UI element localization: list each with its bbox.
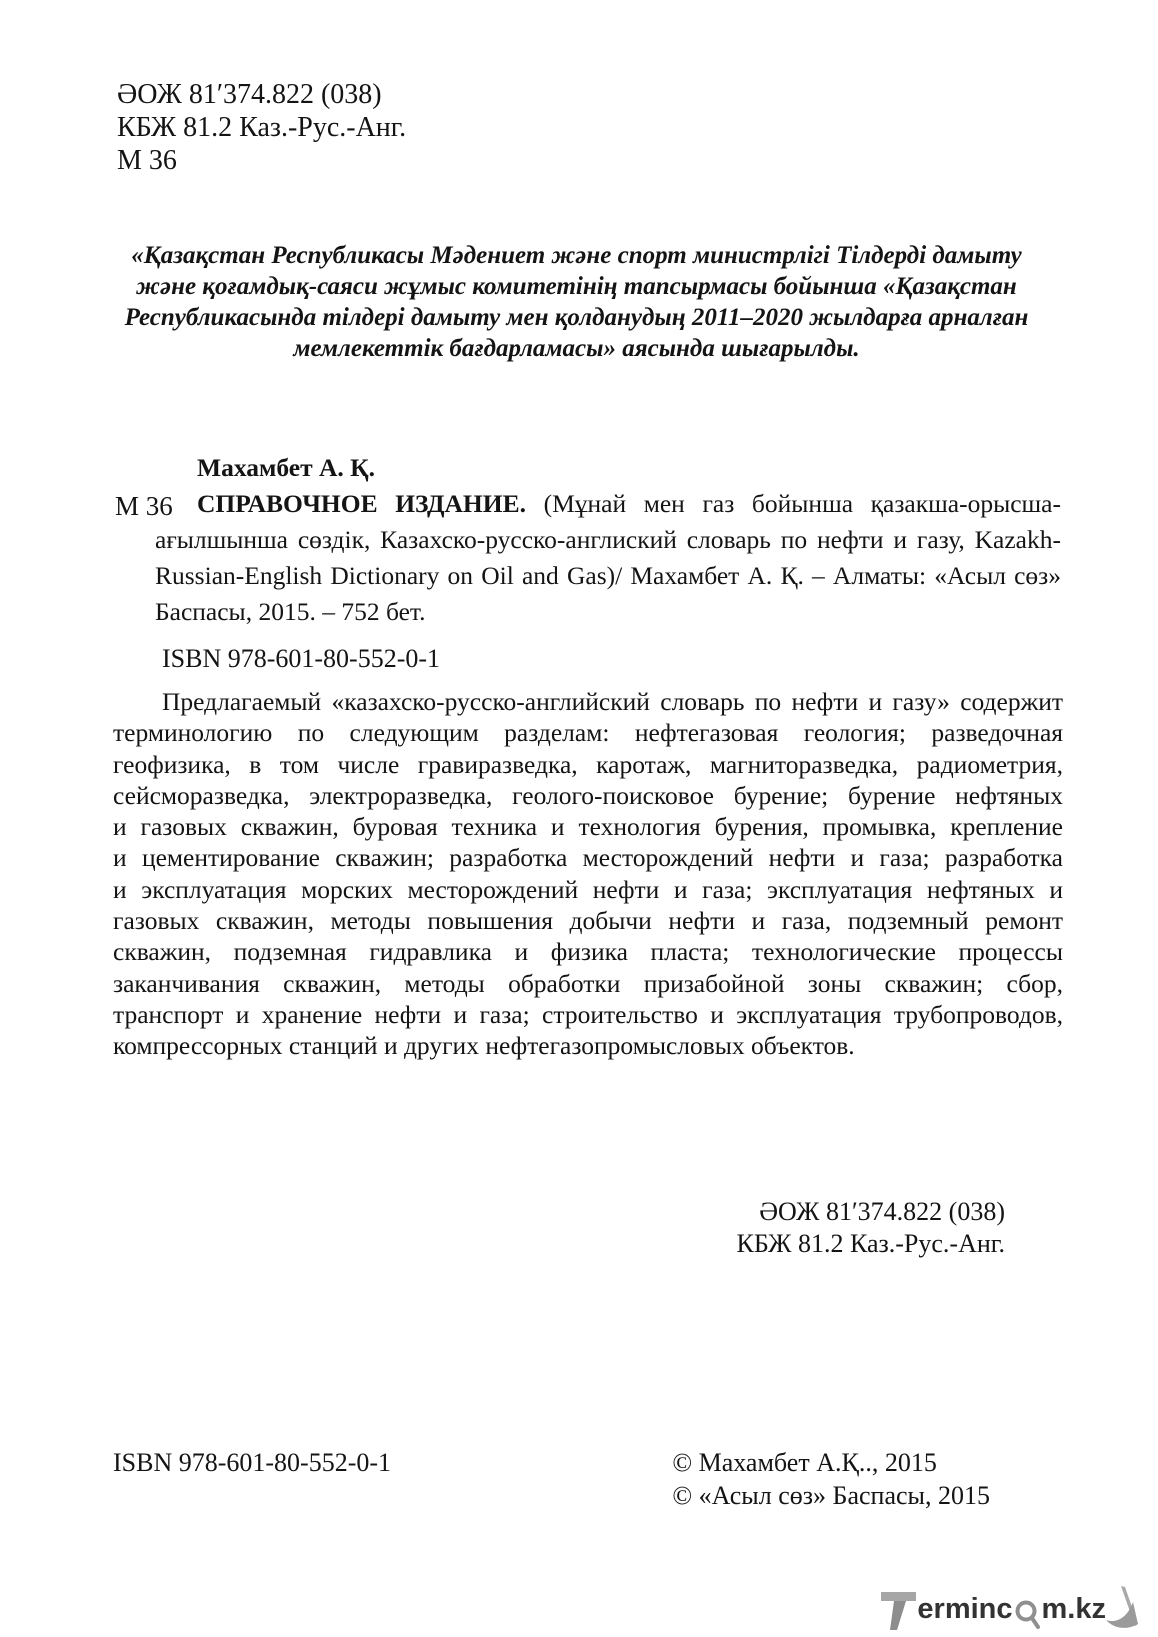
entry-line [155, 486, 1061, 522]
annotation-line: компрессорных станций и других нефтегазопромысловых объектов. [113, 1031, 855, 1061]
annotation-line: газовых скважин, методы повышения добычи нефти и газа, подземный ремонт [113, 906, 1063, 936]
watermark-text-right: m.kz [1041, 1593, 1106, 1625]
isbn-number: ISBN 978-601-80-552-0-1 [162, 644, 441, 673]
copyright-block [672, 1446, 990, 1512]
swoosh-icon [1106, 1586, 1140, 1630]
annotation-line: и цементирование скважин; разработка месторождений нефти и газа; разработка [113, 843, 1063, 873]
annotation-paragraph [113, 686, 1063, 1062]
note-line: мемлекеттік бағдарламасы» аясында шығарылды. [293, 335, 860, 362]
annotation-line: транспорт и хранение нефти и газа; строительство и эксплуатация трубопроводов, [113, 999, 1063, 1029]
copyright-author: © Махамбет А.Қ.., 2015 [672, 1448, 937, 1477]
lbc-code: КБЖ 81.2 Каз.-Рус.-Анг. [736, 1229, 1005, 1258]
stylized-t-icon [880, 1590, 917, 1630]
annotation-line: геофизика, в том числе гравиразведка, каротаж, магниторазведка, радиометрия, [113, 749, 1063, 779]
lbc-code: КБЖ 81.2 Каз.-Рус.-Анг. [117, 112, 407, 143]
author-sign-code: М 36 [117, 145, 177, 176]
margin-author-sign: М 36 [115, 491, 173, 521]
annotation-line: Предлагаемый «казахско-русско-английский словарь по нефти и газу» содержит [162, 687, 1063, 716]
bibliographic-entry [115, 450, 1061, 630]
annotation-line: скважин, подземная гидравлика и физика пласта; технологические процессы [113, 937, 1063, 967]
note-line: және қоғамдық-саяси жұмыс комитетінің тапсырмасы бойынша «Қазақстан [136, 273, 1017, 300]
edition-type-label: СПРАВОЧНОЕ ИЗДАНИЕ. [197, 489, 526, 518]
entry-line-rest: (Мұнай мен газ бойынша қазакша-орысша- [543, 489, 1061, 518]
annotation-line: терминологию по следующим разделам: нефтегазовая геология; разведочная [113, 718, 1063, 748]
udc-code: ӘОЖ 81′374.822 (038) [759, 1197, 1005, 1226]
classification-codes-top [117, 78, 406, 177]
termincom-watermark [880, 1586, 1140, 1630]
magnifier-icon [1015, 1598, 1041, 1630]
annotation-line: сейсморазведка, электроразведка, геолого-поисковое бурение; бурение нефтяных [113, 780, 1063, 810]
imprint-footer [113, 1446, 990, 1512]
entry-line: Russian-English Dictionary on Oil and Gas)/ Махамбет А. Қ. – Алматы: «Асыл сөз» [155, 561, 1061, 590]
note-line: Республикасында тілдері дамыту мен қолданудың 2011–2020 жылдарға арналған [124, 304, 1029, 331]
copyright-publisher: © «Асыл сөз» Баспасы, 2015 [672, 1481, 990, 1510]
state-program-note [105, 240, 1048, 364]
author-name: Махамбет А. Қ. [197, 453, 376, 482]
annotation-line: и газовых скважин, буровая техника и технология бурения, промывка, крепление [113, 812, 1063, 842]
watermark-text-left: erminc [917, 1593, 1013, 1625]
entry-line: Баспасы, 2015. – 752 бет. [155, 597, 426, 626]
note-line: «Қазақстан Республикасы Мәдениет және спорт министрлігі Тілдерді дамыту [131, 242, 1022, 269]
udc-code: ӘОЖ 81′374.822 (038) [117, 79, 382, 110]
annotation-line: заканчивания скважин, методы обработки призабойной зоны скважин; сбор, [113, 968, 1063, 998]
entry-line: ағылшынша сөздік, Казахско-русско-англиский словарь по нефти и газу, Kazakh- [155, 525, 1061, 554]
classification-codes-bottom [737, 1196, 1005, 1260]
isbn-number: ISBN 978-601-80-552-0-1 [113, 1448, 392, 1477]
annotation-line: и эксплуатация морских месторождений нефти и газа; эксплуатация нефтяных и [113, 874, 1063, 904]
